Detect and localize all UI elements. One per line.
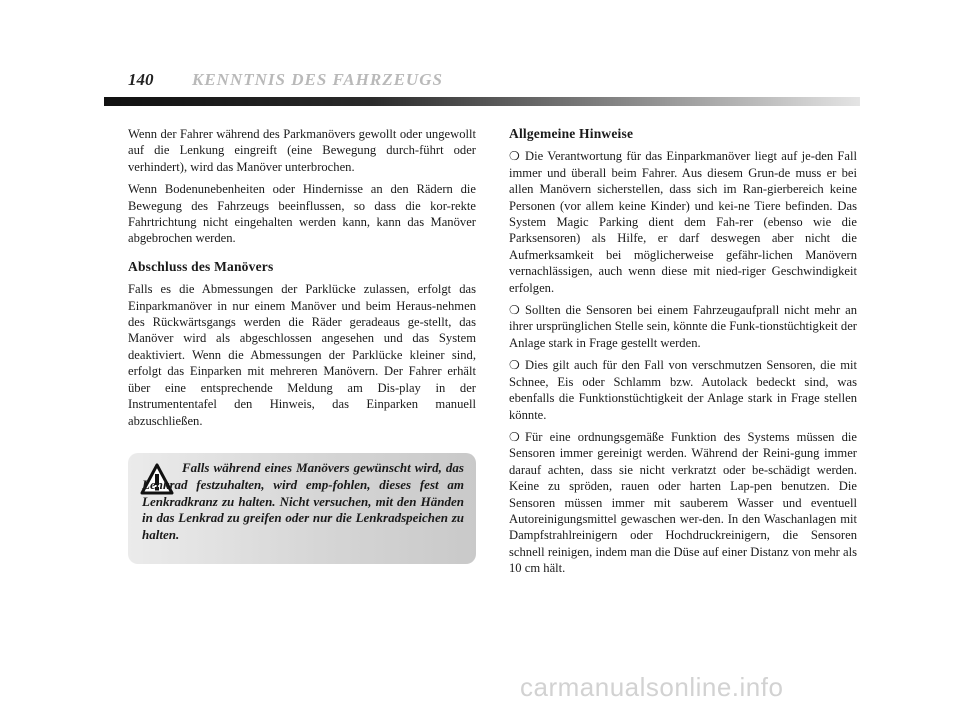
bullet-item xyxy=(509,302,857,351)
right-column xyxy=(509,126,857,583)
bullet-text: Dies gilt auch für den Fall von verschmutzen Sensoren, die mit Schnee, Eis oder Schlamm bzw. Autolack bedeckt sind, was ebenfalls die Funktionstüchtigkeit der Anlage stark in Frage stellen könnte. xyxy=(509,358,857,422)
paragraph: Wenn der Fahrer während des Parkmanövers gewollt oder ungewollt auf die Lenkung eingreift (eine Bewegung durch-führt oder verhindert), wird das Manöver unterbrochen. xyxy=(128,127,476,174)
section-heading: Allgemeine Hinweise xyxy=(509,126,634,141)
bullet-icon: ❍ xyxy=(509,303,520,318)
warning-box xyxy=(128,453,476,564)
bullet-text: Die Verantwortung für das Einparkmanöver liegt auf je-den Fall immer und überall beim Fahrer. Aus diesem Grun-de muss er bei allen Manövern sicherstellen, dass sich im Ran-gierbereich keine Personen (vor allem keine Kinder) und kei-ne Tiere befinden. Das System Magic Parking dient dem Fah-rer (ebenso wie die Parksensoren) als Hilfe, er darf deswegen aber nicht die Aufmerksamkeit bei möglicherweise gefähr-lichen Manövern vernachlässigen, auch wenn diese mit nied-riger Geschwindigkeit erfolgen. xyxy=(509,149,857,295)
bullet-icon: ❍ xyxy=(509,358,520,373)
paragraph: Wenn Bodenunebenheiten oder Hindernisse an den Rädern die Bewegung des Fahrzeugs beeinflussen, so dass die kor-rekte Fahrtrichtung nicht eingehalten werden kann, kann das Manöver abgebrochen werden. xyxy=(128,182,476,246)
watermark: carmanualsonline.info xyxy=(520,672,784,702)
section-title: KENNTNIS DES FAHRZEUGS xyxy=(192,70,443,89)
bullet-item xyxy=(509,357,857,423)
bullet-text: Sollten die Sensoren bei einem Fahrzeugaufprall nicht mehr an ihrer ursprünglichen Stelle sein, könnte die Funk-tionstüchtigkeit der Anlage stark in Frage gestellt werden. xyxy=(509,303,857,350)
bullet-icon: ❍ xyxy=(509,429,520,444)
page-number: 140 xyxy=(128,70,154,89)
bullet-item xyxy=(509,429,857,577)
header-rule xyxy=(104,97,860,106)
section-heading: Abschluss des Manövers xyxy=(128,258,274,274)
left-column xyxy=(128,126,476,435)
bullet-item xyxy=(509,148,857,296)
bullet-text: Für eine ordnungsgemäße Funktion des Systems müssen die Sensoren immer gereinigt werden. Während der Reini-gung immer darauf achten, dass sie nicht verkratzt oder be-schädigt werden. Keine zu spröden, rauen oder harten Lap-pen benutzen. Die Sensoren müssen immer mit sauberem Wasser und eventuell Autoreinigungsmittel gewaschen wer-den. In den Waschanlagen mit Dampfstrahlreinigern oder Hochdruckreinigern, die Sensoren schnell reinigen, indem man die Düse auf einer Distanz von mehr als 10 cm hält. xyxy=(509,429,857,576)
bullet-icon: ❍ xyxy=(509,149,520,164)
warning-text: Falls während eines Manövers gewünscht wird, das Lenkrad festzuhalten, wird emp-fohlen, dieses fest am Lenkradkranz zu halten. Nicht versuchen, mit den Händen in das Lenkrad zu greifen oder nur die Lenkradspeichen zu halten. xyxy=(142,460,464,543)
paragraph: Falls es die Abmessungen der Parklücke zulassen, erfolgt das Einparkmanöver in nur einem Manöver und beim Heraus-nehmen des Rückwärtsgangs werden die Räder geradeaus ge-stellt, das Manöver wird als abgeschlossen angesehen und das System deaktiviert. Wenn die Abmessungen der Parklücke kleiner sind, erfolgt das Einparken mit mehreren Manövern. Der Fahrer erhält über eine entsprechende Meldung am Dis-play in der Instrumententafel den Hinweis, das Einparken manuell abzuschließen. xyxy=(128,282,476,428)
